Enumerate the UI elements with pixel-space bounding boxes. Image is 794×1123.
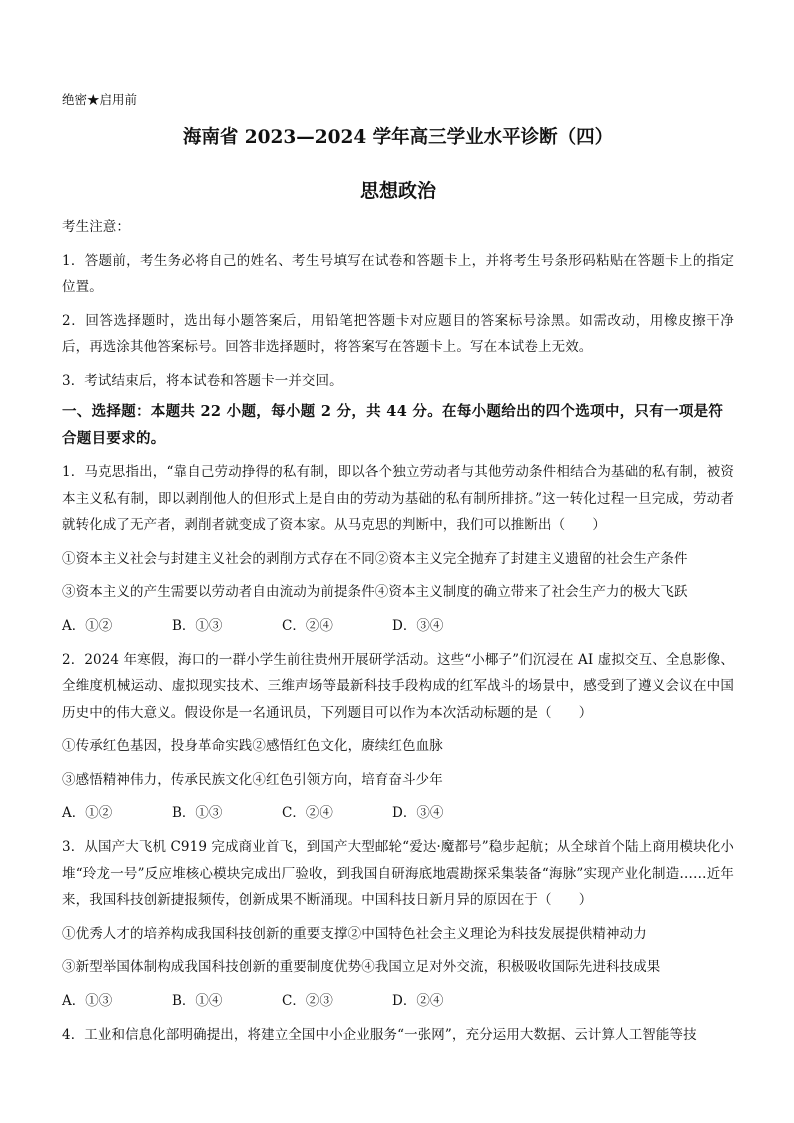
- answer-options: [62, 988, 734, 1015]
- option-a: A．①③: [62, 992, 113, 1009]
- exam-title: 海南省 2023—2024 学年高三学业水平诊断（四）: [182, 127, 614, 148]
- option-b: B．①③: [172, 805, 223, 821]
- notice-item: 3．考试结束后，将本试卷和答题卡一并交回。: [62, 372, 343, 389]
- question-1: [62, 459, 734, 640]
- exam-page: [62, 88, 734, 1048]
- notice-heading: 考生注意：: [62, 219, 130, 235]
- question-statements: ①优秀人才的培养构成我国科技创新的重要支撑②中国特色社会主义理论为科技发展提供精神动力: [62, 925, 647, 942]
- option-a: A．①②: [62, 617, 113, 634]
- option-d: D．③④: [392, 805, 444, 821]
- option-c: C．②④: [282, 617, 333, 634]
- question-stem: 4．工业和信息化部明确提出，将建立全国中小企业服务“一张网”，充分运用大数据、云计算人工智能等技: [62, 1026, 697, 1043]
- section-heading: 一、选择题：本题共 22 小题，每小题 2 分，共 44 分。在每小题给出的四个选项中，只有一项是符合题目要求的。: [62, 403, 724, 447]
- question-statements: ③感悟精神伟力，传承民族文化④红色引领方向，培育奋斗少年: [62, 771, 443, 788]
- option-b: B．①④: [172, 992, 223, 1009]
- notice-item: 2．回答选择题时，选出每小题答案后，用铅笔把答题卡对应题目的答案标号涂黑。如需改动，用橡皮擦干净后，再选涂其他答案标号。回答非选择题时，将答案写在答题卡上。写在本试卷上无效。: [62, 312, 734, 355]
- option-c: C．②④: [282, 805, 333, 821]
- option-d: D．②④: [392, 992, 444, 1009]
- question-stem: 2．2024 年寒假，海口的一群小学生前往贵州开展研学活动。这些“小椰子”们沉浸在 AI 虚拟交互、全息影像、全维度机械运动、虚拟现实技术、三维声场等最新科技手段构成的红军战斗的场景中，感受到了遵义会议在中国历史中的伟大意义。假设你是一名通讯员，下列题目可以作为本次活动标题的是（ ）: [62, 651, 734, 721]
- question-3: [62, 834, 734, 1015]
- confidential-mark: 绝密★启用前: [62, 92, 138, 107]
- question-stem: 3．从国产大飞机 C919 完成商业首飞，到国产大型邮轮“爱达·魔都号”稳步起航；从全球首个陆上商用模块化小堆“玲龙一号”反应堆核心模块完成出厂验收，到我国自研海底地震勘探采集装备“海脉”实现产业化制造……近年来，我国科技创新捷报频传，创新成果不断涌现。中国科技日新月异的原因在于（ ）: [62, 839, 734, 908]
- question-2: [62, 647, 734, 828]
- subject-title: 思想政治: [359, 180, 436, 202]
- option-d: D．③④: [392, 617, 444, 634]
- question-statements: ①资本主义社会与封建主义社会的剥削方式存在不同②资本主义完全抛弃了封建主义遗留的社会生产条件: [62, 550, 688, 567]
- answer-options: [62, 613, 734, 640]
- question-statements: ①传承红色基因，投身革命实践②感悟红色文化，赓续红色血脉: [62, 738, 443, 754]
- question-stem: 1．马克思指出，“靠自己劳动挣得的私有制，即以各个独立劳动者与其他劳动条件相结合为基础的私有制，被资本主义私有制，即以剥削他人的但形式上是自由的劳动为基础的私有制所排挤。”这一转化过程一旦完成，劳动者就转化成了无产者，剥削者就变成了资本家。从马克思的判断中，我们可以推断出（ ）: [62, 464, 734, 533]
- option-b: B．①③: [172, 617, 223, 634]
- option-c: C．②③: [282, 992, 333, 1009]
- answer-options: [62, 800, 734, 827]
- question-statements: ③资本主义的产生需要以劳动者自由流动为前提条件④资本主义制度的确立带来了社会生产力的极大飞跃: [62, 584, 688, 600]
- question-statements: ③新型举国体制构成我国科技创新的重要制度优势④我国立足对外交流，积极吸收国际先进科技成果: [62, 959, 661, 975]
- notice-item: 1．答题前，考生务必将自己的姓名、考生号填写在试卷和答题卡上，并将考生号条形码粘贴在答题卡上的指定位置。: [62, 252, 734, 295]
- option-a: A．①②: [62, 805, 113, 821]
- question-4: [62, 1022, 734, 1049]
